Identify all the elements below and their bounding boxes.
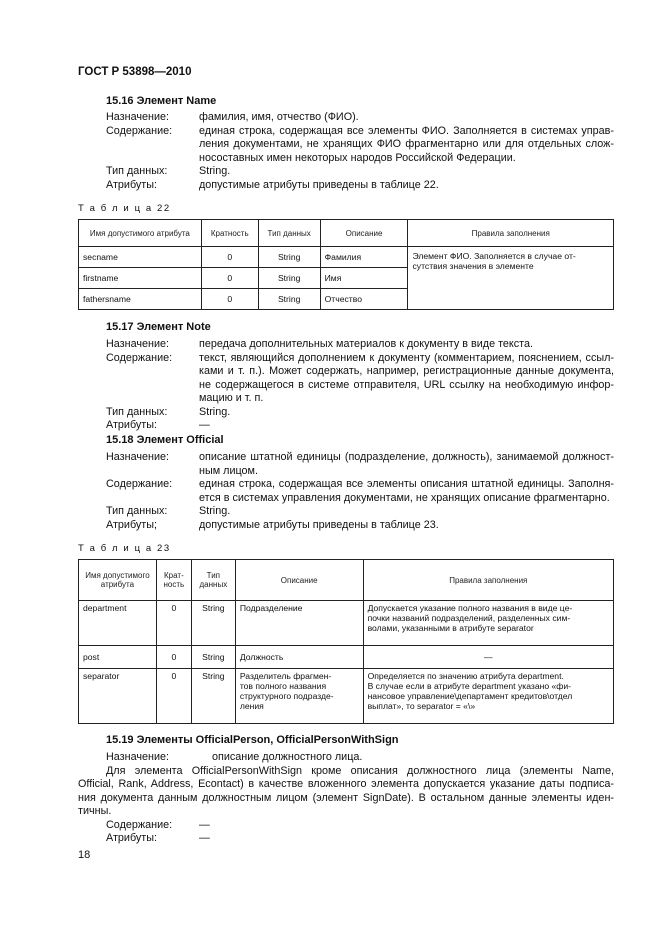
content-line: ется в системах управления документами, не хранящих описание фрагментарно. xyxy=(199,491,610,504)
content-line: не содержащегося в системе отправителя, URL ссылку на необходимую инфор- xyxy=(199,378,614,391)
purpose-label: Назначение: xyxy=(106,111,169,123)
attrs-text: допустимые атрибуты приведены в таблице 22. xyxy=(199,178,439,191)
attrs-label: Атрибуты; xyxy=(106,519,157,531)
purpose-label: Назначение: xyxy=(106,338,169,350)
paragraph-line: тичны. xyxy=(78,805,112,818)
table-row xyxy=(79,669,614,724)
section-heading-15-19: 15.19 Элементы OfficialPerson, OfficialPersonWithSign xyxy=(106,734,399,746)
content-value xyxy=(199,352,614,406)
col-header-line: Описание xyxy=(280,575,318,585)
rule-line: выплат», то separator = «\» xyxy=(367,701,476,711)
cell-name: separator xyxy=(79,669,157,724)
purpose-label: Назначение: xyxy=(106,751,169,763)
attrs-label: Атрибуты: xyxy=(106,178,157,191)
col-header: Имя допустимого атрибута xyxy=(79,220,202,247)
col-header-line: Тип xyxy=(206,571,220,580)
cell-mult: 0 xyxy=(201,289,258,310)
paragraph-line: Для элемента OfficialPersonWithSign кроме описания должностного лица (элементы Name, xyxy=(106,764,614,777)
type-label: Тип данных: xyxy=(106,505,168,518)
table-23 xyxy=(78,559,614,724)
attrs-label: Атрибуты: xyxy=(106,419,157,432)
attrs-text: — xyxy=(199,419,210,432)
table-row xyxy=(79,601,614,646)
body-paragraph xyxy=(78,765,614,819)
section-heading-15-16: 15.16 Элемент Name xyxy=(106,95,217,107)
col-header-line: Имя допустимого xyxy=(85,571,150,580)
page-number: 18 xyxy=(78,849,91,861)
rule-line: Элемент ФИО. Заполняется в случае от- xyxy=(412,251,576,261)
content-line: текст, являющийся дополнением к документу (комментарием, пояснением, ссыл- xyxy=(199,351,614,364)
rule-line: нансовое управление\департамент кредитов\отдел xyxy=(367,691,573,701)
cell-type: String xyxy=(191,601,235,646)
cell-desc: Отчество xyxy=(320,289,408,310)
cell-name: firstname xyxy=(79,268,202,289)
desc-line: тов полного названия xyxy=(239,681,327,691)
table-header-row xyxy=(79,220,614,247)
type-label: Тип данных: xyxy=(106,165,168,177)
purpose-line: ным лицом. xyxy=(199,464,258,477)
rule-line: В случае если в атрибуте department указано «фи- xyxy=(367,681,572,691)
type-value xyxy=(199,165,614,179)
desc-line: структурного подразде- xyxy=(239,691,334,701)
cell-name: department xyxy=(79,601,157,646)
cell-mult: 0 xyxy=(201,268,258,289)
content-value xyxy=(199,478,614,505)
content-text: — xyxy=(199,818,210,831)
cell-desc xyxy=(235,601,363,646)
attrs-text: — xyxy=(199,832,210,845)
rule-line: Определяется по значению атрибута department. xyxy=(367,671,564,681)
rule-line: почки названий подразделений, разделенных сим- xyxy=(367,613,571,623)
purpose-value xyxy=(199,338,614,352)
cell-name: secname xyxy=(79,247,202,268)
cell-name: post xyxy=(79,646,157,669)
table-caption-23: Т а б л и ц а 23 xyxy=(78,543,171,554)
content-label: Содержание: xyxy=(106,124,173,137)
cell-type: String xyxy=(258,289,320,310)
content-value xyxy=(199,819,614,833)
content-line: мацию и т. п. xyxy=(199,392,264,405)
col-header-line: Правила заполнения xyxy=(449,575,528,585)
type-label: Тип данных: xyxy=(106,405,168,418)
cell-rule xyxy=(408,247,614,310)
attrs-value xyxy=(199,179,614,193)
content-line: единая строка, содержащая все элементы ФИО. Заполняется в системах управ- xyxy=(199,124,614,137)
purpose-text: фамилия, имя, отчество (ФИО). xyxy=(199,111,359,123)
col-header xyxy=(156,560,191,601)
desc-line: ления xyxy=(239,701,264,711)
rule-line: Допускается указание полного названия в виде це- xyxy=(367,603,573,613)
content-line: единая строка, содержащая все элементы описания штатной единицы. Заполня- xyxy=(199,478,614,491)
col-header-line: ность xyxy=(163,580,185,589)
cell-type: String xyxy=(258,247,320,268)
col-header xyxy=(79,560,157,601)
cell-rule xyxy=(363,646,613,669)
attrs-value xyxy=(199,832,614,846)
col-header-line: атрибута xyxy=(100,580,135,589)
purpose-text: передача дополнительных материалов к документу в виде текста. xyxy=(199,338,533,350)
content-value xyxy=(199,125,614,166)
col-header-line: данных xyxy=(199,580,228,589)
table-22 xyxy=(78,219,614,310)
content-line: ления документами, не хранящих ФИО фрагментарно или для отдельных слож- xyxy=(199,138,614,151)
type-value xyxy=(199,406,614,420)
purpose-text: описание должностного лица. xyxy=(212,751,363,763)
type-text: String. xyxy=(199,505,231,518)
desc-line: Подразделение xyxy=(239,603,303,613)
table-caption-22: Т а б л и ц а 22 xyxy=(78,203,171,214)
cell-desc: Фамилия xyxy=(320,247,408,268)
purpose-value xyxy=(199,451,614,478)
col-header: Описание xyxy=(320,220,408,247)
col-header: Кратность xyxy=(201,220,258,247)
type-text: String. xyxy=(199,165,231,177)
section-heading-15-17: 15.17 Элемент Note xyxy=(106,321,211,333)
desc-line: Должность xyxy=(239,652,284,662)
table-row xyxy=(79,247,614,268)
paragraph-line: ния документа данным должностным лицом (элемент SignDate). В остальном данные элементы иден- xyxy=(78,791,614,804)
col-header-line: Крат- xyxy=(164,571,184,580)
table-row xyxy=(79,646,614,669)
cell-rule xyxy=(363,669,613,724)
paragraph-line: Official, Rank, Address, Econtact) в качестве вложенного элемента допускается указание даты подписа- xyxy=(78,778,614,791)
purpose-value xyxy=(212,751,614,765)
cell-desc: Имя xyxy=(320,268,408,289)
cell-mult: 0 xyxy=(156,646,191,669)
col-header: Правила заполнения xyxy=(408,220,614,247)
cell-type: String xyxy=(258,268,320,289)
cell-desc xyxy=(235,646,363,669)
type-value xyxy=(199,505,614,519)
col-header xyxy=(363,560,613,601)
cell-name: fathersname xyxy=(79,289,202,310)
cell-mult: 0 xyxy=(156,601,191,646)
cell-desc xyxy=(235,669,363,724)
col-header: Тип данных xyxy=(258,220,320,247)
section-heading-15-18: 15.18 Элемент Official xyxy=(106,434,224,446)
desc-line: Разделитель фрагмен- xyxy=(239,671,332,681)
purpose-label: Назначение: xyxy=(106,451,169,463)
attrs-text: допустимые атрибуты приведены в таблице 23. xyxy=(199,519,439,531)
table-header-row xyxy=(79,560,614,601)
content-label: Содержание: xyxy=(106,818,173,831)
content-label: Содержание: xyxy=(106,351,173,364)
rule-line: сутствия значения в элементе xyxy=(412,261,534,271)
cell-rule xyxy=(363,601,613,646)
type-text: String. xyxy=(199,405,231,418)
rule-line: — xyxy=(483,652,493,662)
col-header xyxy=(191,560,235,601)
document-header: ГОСТ Р 53898—2010 xyxy=(78,66,192,78)
purpose-value xyxy=(199,111,614,125)
cell-type: String xyxy=(191,646,235,669)
attrs-value xyxy=(199,519,614,533)
cell-mult: 0 xyxy=(201,247,258,268)
rule-line: волами, указанными в атрибуте separator xyxy=(367,623,534,633)
cell-mult: 0 xyxy=(156,669,191,724)
attrs-label: Атрибуты: xyxy=(106,832,157,845)
col-header xyxy=(235,560,363,601)
content-line: ками и т. п.). Может содержать, например, регистрационные данные документа, xyxy=(199,365,614,378)
cell-type: String xyxy=(191,669,235,724)
purpose-line: описание штатной единицы (подразделение, должность), занимаемой должност- xyxy=(199,451,614,463)
attrs-value xyxy=(199,419,614,433)
content-line: носоставных имен некоторых народов Российской Федерации. xyxy=(199,151,516,164)
content-label: Содержание: xyxy=(106,478,173,491)
